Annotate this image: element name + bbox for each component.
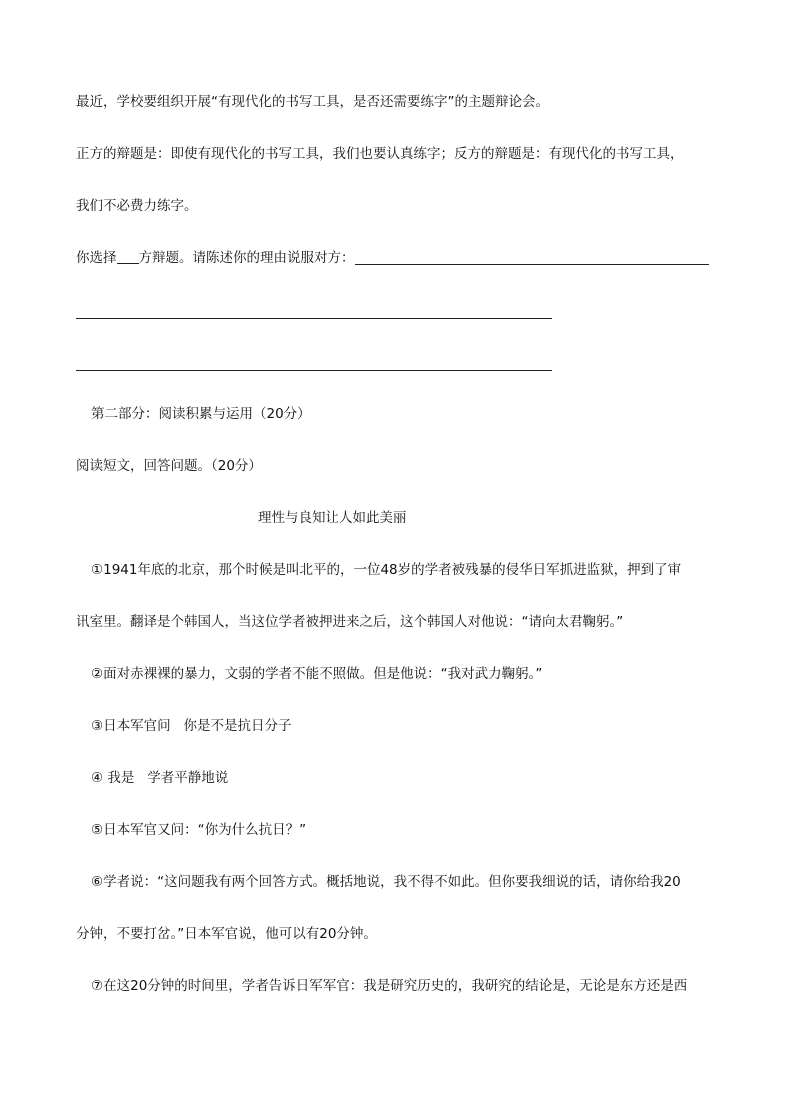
article-title: 理性与良知让人如此美丽	[258, 510, 407, 526]
paragraph-3: ③日本军官问 你是不是抗日分子	[91, 718, 292, 734]
debate-prompt	[76, 249, 709, 267]
paragraph-4: ④ 我是 学者平静地说	[91, 770, 229, 786]
prompt-text-after: 方辩题。请陈述你的理由说服对方：	[138, 250, 355, 266]
part2-heading: 第二部分：阅读积累与运用（20分）	[91, 406, 311, 422]
prompt-text-before: 你选择	[76, 250, 117, 266]
side-choice-blank[interactable]	[117, 249, 139, 264]
answer-line-1[interactable]	[355, 250, 709, 265]
answer-line-3[interactable]	[76, 370, 552, 371]
paragraph-6-line-2: 分钟，不要打岔。”日本军官说，他可以有20分钟。	[76, 926, 377, 942]
paragraph-5: ⑤日本军官又问：“你为什么抗日？”	[91, 822, 307, 838]
part2-instruction: 阅读短文，回答问题。（20分）	[76, 458, 262, 474]
paragraph-7-line-1: ⑦在这20分钟的时间里，学者告诉日军军官：我是研究历史的，我研究的结论是，无论是东方还是西	[91, 978, 688, 994]
paragraph-2: ②面对赤裸裸的暴力，文弱的学者不能不照做。但是他说：“我对武力鞠躬。”	[91, 666, 543, 682]
paragraph-6-line-1: ⑥学者说：“这问题我有两个回答方式。概括地说，我不得不如此。但你要我细说的话，请你给我20	[91, 874, 681, 890]
paragraph-1-line-1: ①1941年底的北京，那个时候是叫北平的，一位48岁的学者被残暴的侵华日军抓进监狱，押到了审	[91, 562, 682, 578]
debate-intro: 最近，学校要组织开展“有现代化的书写工具，是否还需要练字”的主题辩论会。	[76, 94, 549, 110]
paragraph-1-line-2: 讯室里。翻译是个韩国人，当这位学者被押进来之后，这个韩国人对他说：“请向太君鞠躬。”	[76, 614, 624, 630]
debate-sides-line-1: 正方的辩题是：即使有现代化的书写工具，我们也要认真练字；反方的辩题是：有现代化的书写工具，	[76, 146, 684, 162]
answer-line-2[interactable]	[76, 318, 552, 319]
debate-sides-line-2: 我们不必费力练字。	[76, 198, 198, 214]
